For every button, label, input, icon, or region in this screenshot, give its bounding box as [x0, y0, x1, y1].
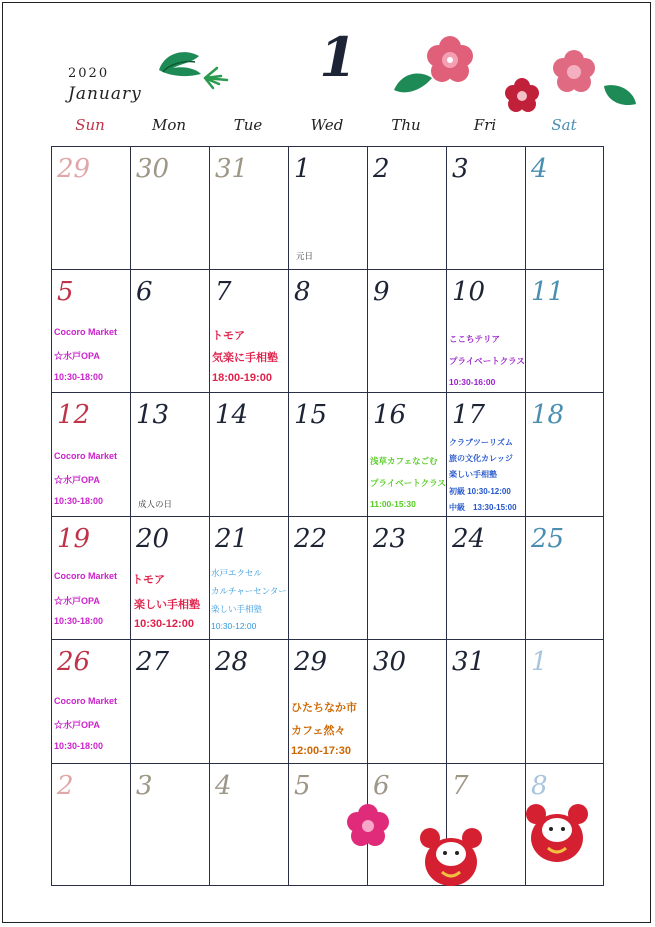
day-number: 24	[452, 524, 486, 554]
day-number: 25	[531, 524, 565, 554]
event-line: 気楽に手相塾	[212, 352, 278, 364]
holiday-label: 成人の日	[138, 499, 173, 509]
event-line: 楽しい手相塾	[134, 599, 200, 611]
plum-blossom-icon-2	[498, 46, 638, 122]
day-number: 21	[215, 524, 249, 554]
day-number: 30	[373, 647, 407, 677]
event-line: 楽しい手相塾	[211, 604, 263, 614]
event-line: 10:30-18:00	[54, 372, 104, 382]
month-number: 1	[319, 25, 357, 89]
year-label: 2020	[68, 66, 110, 81]
day-number: 17	[452, 400, 486, 430]
day-number: 3	[452, 154, 469, 184]
day-number: 27	[136, 647, 170, 677]
day-number: 1	[531, 647, 548, 677]
daruma-mouse-icon-2	[524, 802, 590, 864]
event-line: ここちテリア	[449, 334, 501, 344]
day-number: 14	[215, 400, 249, 430]
day-number: 10	[452, 277, 486, 307]
day-number: 8	[531, 771, 548, 801]
event-line: Cocoro Market	[54, 571, 118, 581]
day-number: 31	[215, 154, 249, 184]
day-number: 7	[215, 277, 232, 307]
event-line: 11:00-15:30	[370, 499, 416, 509]
event-line: ひたちなか市	[291, 702, 357, 714]
event-line: プライベートクラス	[449, 356, 525, 366]
day-number: 1	[294, 154, 311, 184]
day-number: 3	[136, 771, 153, 801]
event-line: 12:00-17:30	[291, 745, 351, 757]
day-number: 12	[57, 400, 91, 430]
day-number: 23	[373, 524, 407, 554]
day-number: 4	[215, 771, 232, 801]
event-line: 楽しい手相塾	[449, 470, 497, 479]
event-line: 中級 13:30-15:00	[449, 503, 517, 512]
weekday-fri: Fri	[473, 116, 497, 134]
event-line: 浅草カフェなごむ	[370, 456, 438, 466]
day-number: 4	[531, 154, 548, 184]
pine-branch-icon	[155, 42, 240, 92]
day-number: 29	[57, 154, 91, 184]
event-line: 10:30-12:00	[134, 618, 194, 630]
event-line: 18:00-19:00	[212, 372, 272, 384]
day-number: 6	[136, 277, 153, 307]
event-line: トモア	[132, 574, 165, 586]
event-line: 10:30-18:00	[54, 616, 104, 626]
day-number: 18	[531, 400, 565, 430]
event-line: Cocoro Market	[54, 696, 118, 706]
day-number: 30	[136, 154, 170, 184]
event-line: クラブツーリズム	[449, 438, 513, 447]
weekday-tue: Tue	[233, 116, 263, 134]
event-line: 旅の文化カレッジ	[449, 454, 513, 463]
weekday-sat: Sat	[551, 116, 577, 134]
event-line: 10:30-18:00	[54, 741, 104, 751]
weekday-sun: Sun	[75, 116, 105, 134]
event-line: ☆水戸OPA	[54, 475, 100, 485]
event-line: プライベートクラス	[370, 478, 446, 488]
holiday-label: 元日	[296, 251, 314, 261]
day-number: 7	[452, 771, 469, 801]
event-line: ☆水戸OPA	[54, 351, 100, 361]
event-line: 初級 10:30-12:00	[449, 487, 511, 496]
weekday-wed: Wed	[310, 116, 344, 134]
day-number: 2	[57, 771, 74, 801]
event-line: 10:30-18:00	[54, 496, 104, 506]
event-line: カルチャーセンター	[211, 586, 287, 596]
day-number: 6	[373, 771, 390, 801]
day-number: 26	[57, 647, 91, 677]
day-number: 11	[531, 277, 565, 307]
weekday-mon: Mon	[151, 116, 187, 134]
event-line: Cocoro Market	[54, 451, 118, 461]
daruma-mouse-icon	[418, 826, 484, 888]
day-number: 5	[57, 277, 74, 307]
event-line: ☆水戸OPA	[54, 596, 100, 606]
event-line: 10:30-16:00	[449, 377, 496, 387]
day-number: 13	[136, 400, 170, 430]
plum-blossom-icon-3	[344, 802, 392, 850]
event-line: 水戸エクセル	[211, 568, 263, 578]
event-line: カフェ然々	[291, 725, 346, 737]
day-number: 19	[57, 524, 91, 554]
month-name: January	[68, 84, 142, 104]
day-number: 15	[294, 400, 328, 430]
day-number: 8	[294, 277, 311, 307]
day-number: 31	[452, 647, 486, 677]
day-number: 9	[373, 277, 390, 307]
event-line: 10:30-12:00	[211, 621, 257, 631]
day-number: 5	[294, 771, 311, 801]
day-number: 29	[294, 647, 328, 677]
day-number: 20	[136, 524, 170, 554]
event-line: ☆水戸OPA	[54, 720, 100, 730]
event-line: トモア	[212, 330, 245, 342]
day-number: 2	[373, 154, 390, 184]
weekday-thu: Thu	[391, 116, 421, 134]
event-line: Cocoro Market	[54, 327, 118, 337]
day-number: 22	[294, 524, 328, 554]
plum-blossom-icon	[392, 32, 482, 104]
day-number: 28	[215, 647, 249, 677]
day-number: 16	[373, 400, 407, 430]
